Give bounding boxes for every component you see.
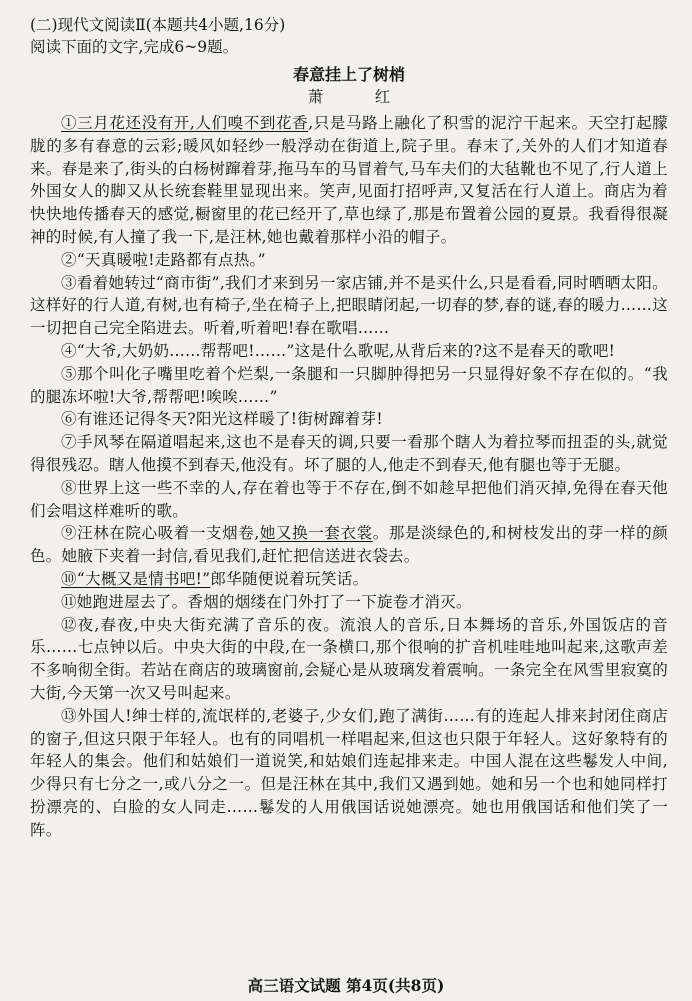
underlined-phrase: ①三月花还没有开,人们嗅不到花香 [61,114,309,132]
paragraph-12 [30,614,668,705]
paragraph-9 [30,522,668,568]
paragraph-text: ②“天真暖啦!走路都有点热。” [61,250,266,269]
paragraph-8 [30,477,668,523]
paragraph-10 [30,568,668,591]
paragraph-text: ⑨汪林在院心吸着一支烟卷, [61,524,260,543]
paragraph-text: ⑬外国人!绅士样的,流氓样的,老婆子,少女们,跑了满街……有的连起人排来封闭住商店的窗子,但这只限于年轻人。也有的同唱机一样唱起来,但这也只限于年轻人。这好象特有的年轻人的集会。他们和姑娘们一道说笑,和姑娘们连起排来走。中国人混在这些鬈发人中间,少得只有七分之一,或八分之一。但是汪林在其中,我们又遇到她。她和另一个也和她同样打扮漂亮的、白脸的女人同走……鬈发的人用俄国话说她漂亮。她也用俄国话和他们笑了一阵。 [30,706,668,839]
paragraph-text: ③看着她转过“商市街”,我们才来到另一家店铺,并不是买什么,只是看看,同时晒晒太阳。这样好的行人道,有树,也有椅子,坐在椅子上,把眼睛闭起,一切春的梦,春的谜,春的暖力……这一切把自己完全陷进去。听着,听着吧!春在歌唱…… [30,273,668,338]
paragraph-5 [30,363,668,409]
paragraph-text: ⑪她跑进屋去了。香烟的烟缕在门外打了一下旋卷才消灭。 [61,592,472,611]
paragraph-6 [30,408,668,431]
paragraph-4 [30,340,668,363]
article-body [30,112,668,842]
section-heading: (二)现代文阅读Ⅱ(本题共4小题,16分) [30,16,286,34]
article-title: 春意挂上了树梢 [292,65,405,84]
paragraph-text: 郎华随便说着玩笑话。 [210,569,369,588]
paragraph-text: ④“大爷,大奶奶……帮帮吧!……”这是什么歌呢,从背后来的?这不是春天的歌吧! [61,341,616,360]
underlined-phrase: 她又换一套衣裳 [259,524,373,543]
paragraph-text: ⑧世界上这一些不幸的人,存在着也等于不存在,倒不如趁早把他们消灭掉,免得在春天他们会唱这样难听的歌。 [30,478,668,520]
paragraph-1 [30,112,668,249]
paragraph-text: 。那是淡绿色的,和树枝发出的芽一样的颜色。她腋下夹着一封信,看见我们,赶忙把信送进衣袋去。 [30,524,668,566]
paragraph-13 [30,705,668,842]
paragraph-2 [30,249,668,272]
underlined-phrase: ⑩“大概又是情书吧!” [61,569,211,588]
paragraph-text: ,只是马路上融化了积雪的泥泞干起来。天空打起朦胧的多有春意的云彩;暖风如轻纱一般浮动在街道上,院子里。春末了,关外的人们才知道春来。春是来了,街头的白杨树蹿着芽,拖马车的马冒着气,马车夫们的大毡靴也不见了,行人道上外国女人的脚又从长统套鞋里显现出来。笑声,见面打招呼声,又复活在行人道上。商店为着快快地传播春天的感觉,橱窗里的花已经开了,草也绿了,那是布置着公园的夏景。我看得很凝神的时候,有人撞了我一下,是汪林,她也戴着那样小沿的帽子。 [30,114,668,246]
article-author: 萧 红 [307,88,414,106]
paragraph-text: ⑦手风琴在隔道唱起来,这也不是春天的调,只要一看那个瞎人为着拉琴而扭歪的头,就觉得很残忍。瞎人他摸不到春天,他没有。坏了腿的人,他走不到春天,他有腿也等于无腿。 [30,433,668,474]
paragraph-text: ⑥有谁还记得冬天?阳光这样暖了!街树蹿着芽! [61,410,383,429]
paragraph-text: ⑫夜,春夜,中央大街充满了音乐的夜。流浪人的音乐,日本舞场的音乐,外国饭店的音乐……七点钟以后。中央大街的中段,在一条横口,那个很响的扩音机哇哇地叫起来,这歌声差不多响彻全街。若站在商店的玻璃窗前,会疑心是从玻璃发着震响。一条完全在风雪里寂寞的大街,今天第一次又号叫起来。 [30,615,668,702]
paragraph-3 [30,272,668,340]
paragraph-text: ⑤那个叫化子嘴里吃着个烂梨,一条腿和一只脚肿得把另一只显得好象不存在似的。“我的腿冻坏啦!大爷,帮帮吧!唉唉……” [30,364,668,406]
paragraph-11 [30,591,668,614]
reading-instruction: 阅读下面的文字,完成6~9题。 [30,38,239,56]
page-footer: 高三语文试题 第4页(共8页) [247,976,445,995]
paragraph-7 [30,431,668,477]
